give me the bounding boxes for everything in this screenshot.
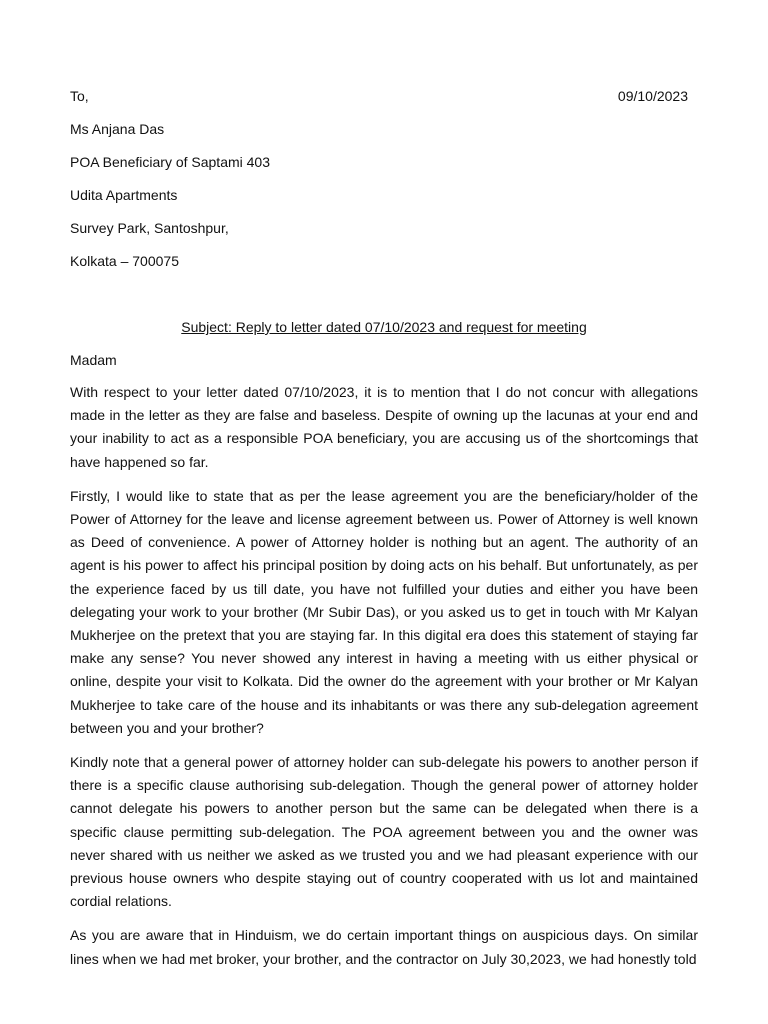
address-line-name: Ms Anjana Das <box>70 121 165 137</box>
paragraph-3: Kindly note that a general power of attorney holder can sub-delegate his powers to another person if there is a specific clause authorising sub-delegation. Though the general power of attorney holder cannot delegate his powers to another person but the same can be delegated when there is a specific clause permitting sub-delegation. The POA agreement between you and the owner was never shared with us neither we asked as we trusted you and we had pleasant experience with our previous house owners who despite staying out of country cooperated with us lot and maintained cordial relations. <box>70 754 698 910</box>
paragraph-1: With respect to your letter dated 07/10/2023, it is to mention that I do not concur with allegations made in the letter as they are false and baseless. Despite of owning up the lacunas at your end and your inability to act as a responsible POA beneficiary, you are accusing us of the shortcomings that have happened so far. <box>70 384 698 470</box>
letter-salutation: Madam <box>70 352 117 368</box>
address-line-building: Udita Apartments <box>70 187 178 203</box>
letter-subject: Subject: Reply to letter dated 07/10/2023 and request for meeting <box>181 319 587 335</box>
paragraph-4: As you are aware that in Hinduism, we do certain important things on auspicious days. On similar lines when we had met broker, your brother, and the contractor on July 30,2023, we had honestly told <box>70 927 698 967</box>
letter-date: 09/10/2023 <box>617 88 688 104</box>
address-line-role: POA Beneficiary of Saptami 403 <box>70 154 270 170</box>
recipient-label: To, <box>70 88 89 104</box>
letter-page <box>70 86 698 971</box>
address-line-city: Kolkata – 700075 <box>70 253 179 269</box>
address-line-street: Survey Park, Santoshpur, <box>70 220 229 236</box>
paragraph-2: Firstly, I would like to state that as per the lease agreement you are the beneficiary/holder of the Power of Attorney for the leave and license agreement between us. Power of Attorney is well known as Deed of convenience. A power of Attorney holder is nothing but an agent. The authority of an agent is his power to affect his principal position by doing acts on his behalf. But unfortunately, as per the experience faced by us till date, you have not fulfilled your duties and either you have been delegating your work to your brother (Mr Subir Das), or you asked us to get in touch with Mr Kalyan Mukherjee on the pretext that you are staying far. In this digital era does this statement of staying far make any sense? You never showed any interest in having a meeting with us either physical or online, despite your visit to Kolkata. Did the owner do the agreement with your brother or Mr Kalyan Mukherjee to take care of the house and its inhabitants or was there any sub-delegation agreement between you and your brother? <box>70 487 698 736</box>
recipient-address <box>70 119 698 271</box>
letter-header <box>70 86 698 106</box>
